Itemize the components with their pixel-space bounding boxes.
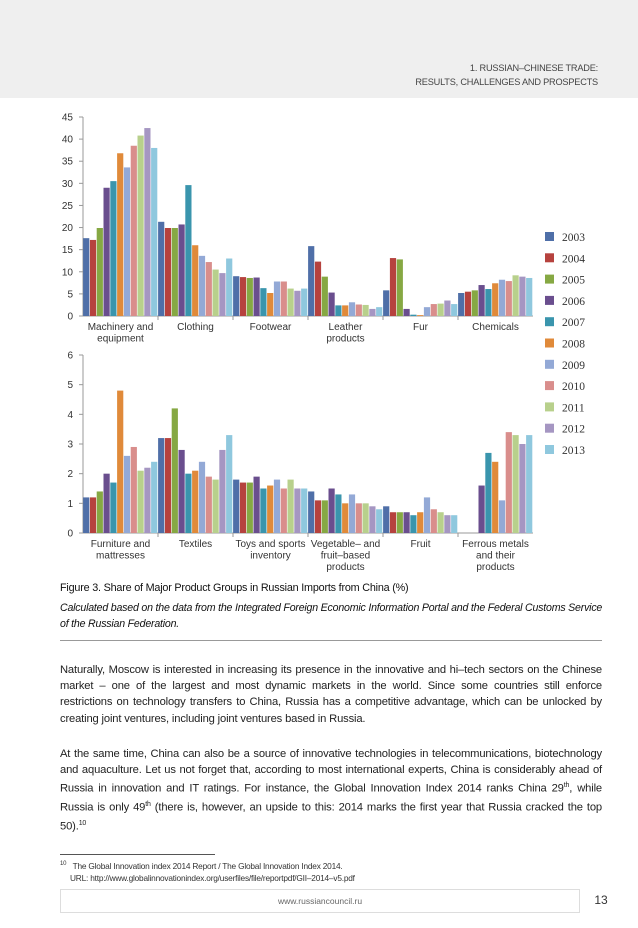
bar-2011 <box>438 512 444 533</box>
bar-2004 <box>240 483 246 533</box>
bar-2007 <box>185 474 191 533</box>
bar-2003 <box>158 222 164 316</box>
para2-part-a: At the same time, China can also be a source of innovative technologies in telecommunications, biotechnology and aquaculture. Let us not forget that, according to most international experts, China is considerably ahead of Russia in innovation and IT ratings. For instance, the Global Innovation Index 2014 ranks China 29 <box>60 748 602 796</box>
bar-2003 <box>233 480 239 533</box>
y-tick-label: 2 <box>67 469 73 481</box>
legend-label-2010: 2010 <box>562 381 585 394</box>
bar-2008 <box>342 503 348 533</box>
x-category-label: mattresses <box>96 550 145 562</box>
legend-swatch-2010 <box>545 381 554 390</box>
running-header-line1: 1. RUSSIAN–CHINESE TRADE: <box>469 63 598 73</box>
bar-2006 <box>404 512 410 533</box>
y-tick-label: 3 <box>67 439 73 451</box>
x-category-label: products <box>476 562 515 573</box>
bar-2005 <box>397 259 403 316</box>
legend-swatch-2013 <box>545 445 554 454</box>
bar-2004 <box>165 228 171 316</box>
bar-2009 <box>124 167 130 316</box>
bar-2009 <box>349 494 355 533</box>
bar-2012 <box>219 450 225 533</box>
bar-2008 <box>192 245 198 316</box>
bar-2013 <box>151 462 157 533</box>
bar-2009 <box>349 302 355 316</box>
x-category-label: Leather <box>328 322 363 333</box>
bar-2005 <box>322 277 328 316</box>
y-tick-label: 1 <box>67 498 73 510</box>
x-category-label: equipment <box>97 333 144 345</box>
bar-2012 <box>294 489 300 534</box>
bar-2010 <box>431 304 437 316</box>
bar-2007 <box>110 483 116 533</box>
bar-2003 <box>458 293 464 316</box>
bar-2013 <box>301 289 307 316</box>
bar-2006 <box>254 278 260 316</box>
bar-2010 <box>281 282 287 316</box>
bar-2012 <box>369 506 375 533</box>
bar-2005 <box>397 512 403 533</box>
y-tick-label: 5 <box>67 289 73 301</box>
legend-label-2008: 2008 <box>562 338 585 351</box>
bar-2012 <box>144 128 150 316</box>
y-tick-label: 5 <box>67 380 73 392</box>
legend-swatch-2005 <box>545 275 554 284</box>
bar-2009 <box>499 500 505 533</box>
bar-2011 <box>513 435 519 533</box>
bar-2007 <box>410 515 416 533</box>
bar-2013 <box>451 515 457 533</box>
bar-2003 <box>308 246 314 316</box>
y-tick-label: 25 <box>61 200 73 212</box>
legend-swatch-2007 <box>545 317 554 326</box>
bar-2004 <box>240 277 246 316</box>
bar-2011 <box>138 471 144 533</box>
bar-2006 <box>179 224 185 316</box>
para2-part-b: , while Russia is only 49 <box>60 783 602 815</box>
bar-2009 <box>274 480 280 533</box>
footnote-line1 <box>60 858 605 872</box>
legend-swatch-2011 <box>545 402 554 411</box>
bar-2013 <box>301 489 307 534</box>
bar-2006 <box>329 489 335 534</box>
para2-sup-2: th <box>145 801 151 809</box>
y-tick-label: 20 <box>61 223 73 235</box>
bar-2013 <box>451 304 457 316</box>
y-tick-label: 40 <box>61 134 73 146</box>
bar-2005 <box>247 483 253 533</box>
bar-2013 <box>526 435 532 533</box>
bar-2013 <box>151 148 157 316</box>
bar-2013 <box>376 509 382 533</box>
bar-2005 <box>97 491 103 533</box>
bar-2012 <box>144 468 150 533</box>
bar-2008 <box>417 512 423 533</box>
bar-2006 <box>329 293 335 316</box>
bar-2008 <box>117 391 123 533</box>
bar-2007 <box>185 185 191 316</box>
bar-2009 <box>199 462 205 533</box>
bar-2003 <box>158 438 164 533</box>
bar-2013 <box>226 259 232 316</box>
bar-2009 <box>199 256 205 316</box>
bar-2007 <box>260 489 266 534</box>
legend-label-2006: 2006 <box>562 295 585 308</box>
bar-2005 <box>247 278 253 316</box>
x-category-label: and their <box>476 550 515 562</box>
legend-label-2003: 2003 <box>562 232 585 244</box>
bar-2007 <box>410 315 416 316</box>
bar-2010 <box>131 146 137 316</box>
bar-2012 <box>444 515 450 533</box>
y-tick-label: 30 <box>61 178 73 190</box>
x-category-label: Machinery and <box>87 322 154 333</box>
y-tick-label: 15 <box>61 245 73 257</box>
body-paragraph-2 <box>60 746 602 835</box>
bar-2007 <box>335 494 341 533</box>
running-header-line2: RESULTS, CHALLENGES AND PROSPECTS <box>415 77 598 87</box>
bar-2008 <box>192 471 198 533</box>
bar-2012 <box>219 273 225 316</box>
bar-2011 <box>213 270 219 316</box>
bar-2003 <box>308 491 314 533</box>
x-category-label: fruit–based <box>320 550 371 562</box>
bar-2012 <box>444 301 450 316</box>
body-paragraph-1: Naturally, Moscow is interested in increasing its presence in the innovative and hi–tech sectors on the Chinese market – one of the largest and most dynamic markets in the world. Since some countries still enforce restrictions on technology transfers to China, Russia has a competitive advantage, which can be unlocked by creating joint ventures, including joint ventures based in Russia. <box>60 664 602 725</box>
bar-2010 <box>431 509 437 533</box>
legend-swatch-2003 <box>545 232 554 241</box>
bar-2012 <box>294 291 300 316</box>
bar-2004 <box>390 258 396 316</box>
bar-2003 <box>83 497 89 533</box>
bar-2007 <box>485 453 491 533</box>
legend-swatch-2009 <box>545 360 554 369</box>
bar-2003 <box>83 238 89 316</box>
x-category-label: Vegetable– and <box>310 539 381 550</box>
bar-2006 <box>254 477 260 533</box>
legend-label-2012: 2012 <box>562 423 585 436</box>
y-tick-label: 45 <box>61 112 73 124</box>
bar-2008 <box>267 293 273 316</box>
bar-2004 <box>465 292 471 316</box>
x-category-label: products <box>326 562 365 573</box>
x-category-label: Footwear <box>249 322 292 333</box>
bar-2010 <box>206 262 212 316</box>
legend-swatch-2012 <box>545 424 554 433</box>
legend-label-2009: 2009 <box>562 359 585 372</box>
para2-part-c: (there is, however, an upside to this: 2014 marks the first year that Russia cracked the top 50). <box>60 802 602 834</box>
bar-2006 <box>479 486 485 533</box>
bar-2006 <box>104 188 110 316</box>
bar-2009 <box>424 497 430 533</box>
footer-website-link[interactable]: www.russiancouncil.ru <box>60 889 580 913</box>
legend-label-2011: 2011 <box>562 402 585 415</box>
figure-source-note: Calculated based on the data from the Integrated Foreign Economic Information Portal and the Federal Customs Service of the Russian Federation. <box>60 602 603 630</box>
x-category-label: Furniture and <box>90 539 151 550</box>
bar-2004 <box>315 500 321 533</box>
bar-2008 <box>417 315 423 316</box>
bar-2004 <box>90 497 96 533</box>
footnote-ref-10: 10 <box>78 820 87 828</box>
bar-2011 <box>438 304 444 316</box>
bar-2011 <box>363 503 369 533</box>
bar-2005 <box>322 500 328 533</box>
y-tick-label: 35 <box>61 156 73 168</box>
y-tick-label: 10 <box>61 267 73 279</box>
bar-2004 <box>315 262 321 316</box>
bar-2007 <box>110 181 116 316</box>
bar-2005 <box>172 228 178 316</box>
bar-2011 <box>138 136 144 316</box>
legend-swatch-2006 <box>545 296 554 305</box>
bar-2006 <box>104 474 110 533</box>
bar-2008 <box>342 305 348 316</box>
bar-2010 <box>356 503 362 533</box>
x-category-label: inventory <box>250 550 291 562</box>
bar-2004 <box>165 438 171 533</box>
bar-2008 <box>267 486 273 533</box>
bar-2007 <box>260 288 266 316</box>
footnote-url[interactable]: URL: http://www.globalinnovationindex.org/userfiles/file/reportpdf/GII–2014–v5.pdf <box>70 872 355 883</box>
bar-2010 <box>206 477 212 533</box>
y-tick-label: 0 <box>67 528 73 540</box>
bar-2008 <box>117 153 123 316</box>
legend-swatch-2008 <box>545 339 554 348</box>
bar-2004 <box>390 512 396 533</box>
bar-2009 <box>499 280 505 316</box>
y-tick-label: 4 <box>67 409 73 421</box>
bar-2009 <box>124 456 130 533</box>
x-category-label: Fur <box>413 322 428 333</box>
bar-2010 <box>281 489 287 534</box>
y-tick-label: 6 <box>67 350 73 362</box>
bar-2012 <box>519 444 525 533</box>
x-category-label: Chemicals <box>472 322 519 333</box>
caption-divider <box>60 640 602 641</box>
bar-2003 <box>383 290 389 316</box>
bar-2011 <box>513 275 519 316</box>
x-category-label: products <box>326 333 365 345</box>
footnote-text: The Global Innovation index 2014 Report / The Global Innovation Index 2014. <box>72 860 343 871</box>
bar-2010 <box>506 281 512 316</box>
x-category-label: Textiles <box>178 539 213 550</box>
bar-2011 <box>363 305 369 316</box>
x-category-label: Ferrous metals <box>462 539 529 550</box>
footnote <box>60 858 605 884</box>
x-category-label: Clothing <box>177 322 214 333</box>
bar-2004 <box>90 240 96 316</box>
bar-2010 <box>506 432 512 533</box>
bar-2013 <box>526 278 532 316</box>
y-tick-label: 0 <box>67 311 73 323</box>
bar-2006 <box>404 309 410 316</box>
bar-2007 <box>485 289 491 316</box>
figure-caption: Figure 3. Share of Major Product Groups in Russian Imports from China (%) <box>60 582 409 594</box>
bar-2005 <box>472 290 478 316</box>
legend-label-2005: 2005 <box>562 274 585 287</box>
bar-2011 <box>213 480 219 533</box>
x-category-label: Fruit <box>410 539 431 550</box>
bar-2009 <box>424 307 430 316</box>
bar-2012 <box>519 277 525 316</box>
bar-2010 <box>131 447 137 533</box>
bar-2003 <box>383 506 389 533</box>
bar-2005 <box>97 228 103 316</box>
bar-2009 <box>274 282 280 316</box>
bar-2008 <box>492 283 498 316</box>
bar-2005 <box>172 408 178 533</box>
bar-2006 <box>179 450 185 533</box>
bar-2008 <box>492 462 498 533</box>
legend-label-2007: 2007 <box>562 317 585 330</box>
bar-2010 <box>356 305 362 316</box>
x-category-label: Toys and sports <box>235 539 306 550</box>
bar-2011 <box>288 289 294 316</box>
bar-2012 <box>369 309 375 316</box>
footnote-number: 10 <box>60 861 67 867</box>
bar-2003 <box>233 276 239 316</box>
bar-2007 <box>335 305 341 316</box>
bar-2013 <box>226 435 232 533</box>
bar-2006 <box>479 285 485 316</box>
page-number: 13 <box>594 893 608 907</box>
bar-2013 <box>376 307 382 316</box>
legend-swatch-2004 <box>545 253 554 262</box>
footnote-divider <box>60 854 215 855</box>
bar-2011 <box>288 480 294 533</box>
legend-label-2013: 2013 <box>562 445 585 457</box>
para2-sup-1: th <box>563 782 570 790</box>
legend-label-2004: 2004 <box>562 253 585 266</box>
